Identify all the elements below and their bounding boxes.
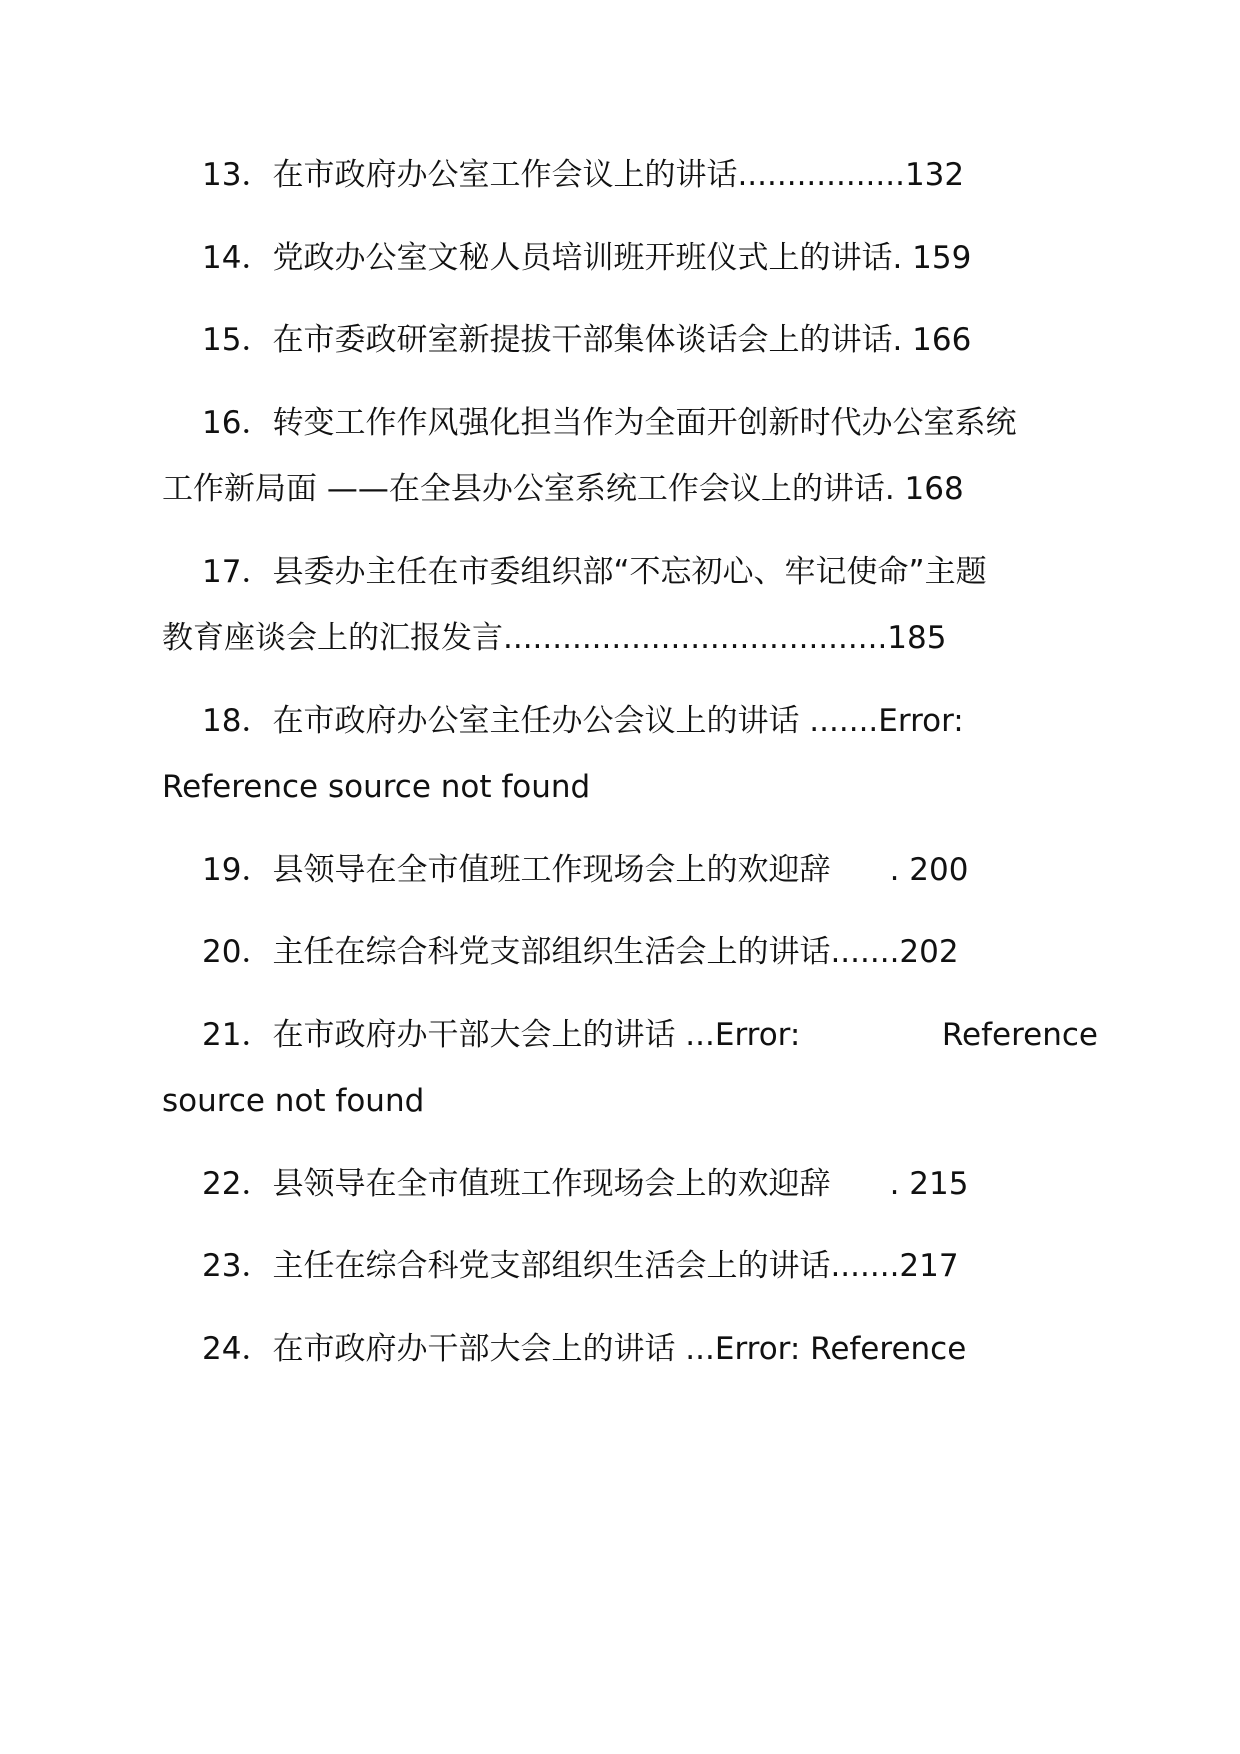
toc-entry-14[interactable]: 14．党政办公室文秘人员培训班开班仪式上的讲话. 159 [202, 240, 972, 276]
toc-entry-21-line1[interactable] [202, 1015, 1098, 1055]
toc-entry-21-text: 21．在市政府办干部大会上的讲话 ...Error: [202, 1017, 801, 1053]
toc-entry-18-line1[interactable]: 18．在市政府办公室主任办公会议上的讲话 .......Error: [202, 703, 964, 739]
toc-entry-21-reference: Reference [941, 1017, 1098, 1053]
toc-entry-20[interactable]: 20．主任在综合科党支部组织生活会上的讲话.......202 [202, 934, 959, 970]
toc-entry-16-line2[interactable]: 工作新局面 ——在全县办公室系统工作会议上的讲话. 168 [162, 471, 964, 507]
toc-entry-15[interactable]: 15．在市委政研室新提拔干部集体谈话会上的讲话. 166 [202, 322, 972, 358]
toc-entry-23[interactable]: 23．主任在综合科党支部组织生活会上的讲话.......217 [202, 1248, 959, 1284]
toc-entry-16-line1[interactable]: 16．转变工作作风强化担当作为全面开创新时代办公室系统 [202, 405, 1017, 441]
toc-entry-21-line2[interactable]: source not found [162, 1083, 425, 1119]
toc-entry-22[interactable]: 22．县领导在全市值班工作现场会上的欢迎辞 . 215 [202, 1166, 969, 1202]
toc-entry-24[interactable]: 24．在市政府办干部大会上的讲话 ...Error: Reference [202, 1331, 967, 1367]
toc-entry-17-line1[interactable]: 17．县委办主任在市委组织部“不忘初心、牢记使命”主题 [202, 554, 987, 590]
toc-entry-18-line2[interactable]: Reference source not found [162, 769, 591, 805]
toc-entry-13[interactable]: 13．在市政府办公室工作会议上的讲话.................132 [202, 157, 965, 193]
toc-entry-17-line2[interactable]: 教育座谈会上的汇报发言.......................................185 [162, 620, 947, 656]
toc-entry-19[interactable]: 19．县领导在全市值班工作现场会上的欢迎辞 . 200 [202, 852, 969, 888]
